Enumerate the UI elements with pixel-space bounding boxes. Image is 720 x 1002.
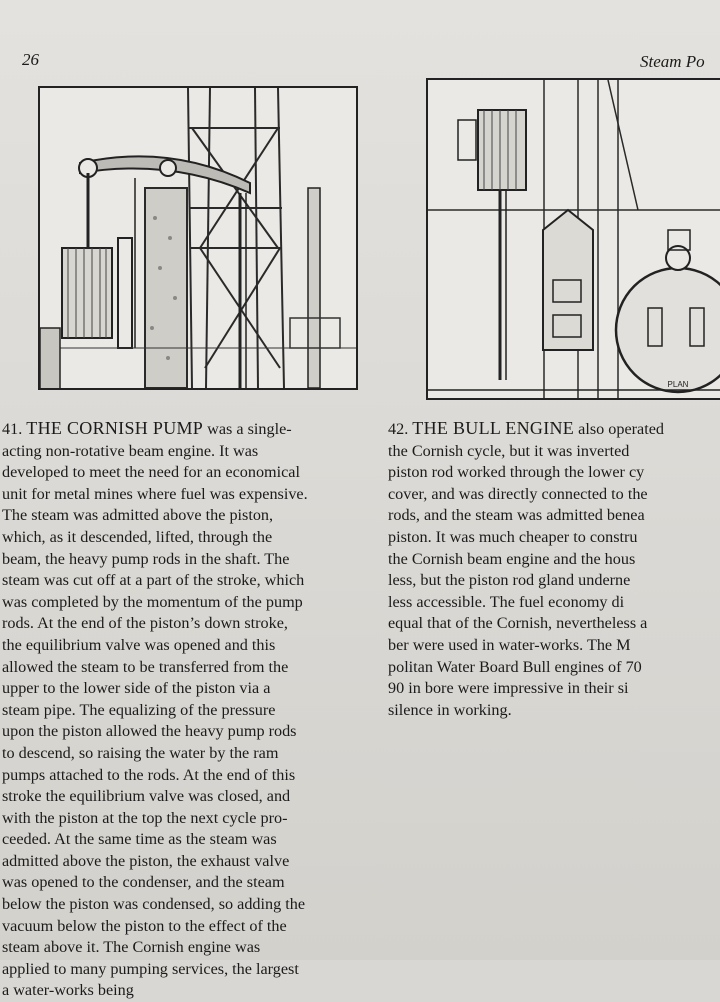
caption-41-line: The steam was admitted above the piston, (2, 506, 274, 525)
caption-41-line: acting non-rotative beam engine. It was (2, 441, 259, 460)
caption-41-line: vacuum below the piston to the effect of the (2, 916, 287, 935)
caption-42-line: the Cornish cycle, but it was inverted (388, 441, 630, 460)
caption-41-line: steam was cut off at a part of the stroke, which (2, 571, 305, 590)
caption-42-line: 90 in bore were impressive in their si (388, 679, 629, 698)
running-head: Steam Po (640, 52, 705, 71)
cornish-pump-illustration (38, 86, 358, 390)
caption-41 (2, 418, 360, 1002)
caption-42-line: piston. It was much cheaper to constru (388, 527, 638, 546)
caption-42-line: equal that of the Cornish, nevertheless a (388, 614, 648, 633)
caption-41-title: THE CORNISH PUMP (26, 418, 204, 438)
caption-41-line: admitted above the piston, the exhaust valve (2, 851, 290, 870)
bull-engine-illustration (426, 78, 720, 400)
caption-41-line: stroke the equilibrium valve was closed, and (2, 787, 291, 806)
caption-41-line: was opened to the condenser, and the steam (2, 873, 285, 892)
caption-41-line: to descend, so raising the water by the ram (2, 743, 279, 762)
caption-41-line: below the piston was condensed, so adding the (2, 895, 306, 914)
caption-41-line: upon the piston allowed the heavy pump rods (2, 722, 297, 741)
cornish-pump-drawing (40, 88, 356, 388)
caption-42-line: rods, and the steam was admitted benea (388, 506, 645, 525)
caption-41-line: applied to many pumping services, the largest (2, 959, 299, 978)
caption-42-number: 42. (388, 420, 409, 438)
caption-41-line: a water-works being (2, 981, 134, 1000)
caption-41-line: beam, the heavy pump rods in the shaft. The (2, 549, 290, 568)
caption-41-line: steam pipe. The equalizing of the pressure (2, 700, 276, 719)
caption-41-line: pumps attached to the rods. At the end of this (2, 765, 296, 784)
caption-42-line: silence in working. (388, 700, 512, 719)
caption-41-line: which, as it descended, lifted, through the (2, 527, 273, 546)
caption-42 (388, 418, 720, 721)
plan-label: PLAN (667, 380, 689, 389)
caption-41-line: the equilibrium valve was opened and this (2, 635, 276, 654)
caption-42-line: also operated (574, 420, 664, 438)
caption-42-title: THE BULL ENGINE (412, 418, 575, 438)
caption-42-line: the Cornish beam engine and the hous (388, 549, 636, 568)
caption-41-line: ceeded. At the same time as the steam was (2, 830, 277, 849)
caption-42-line: less, but the piston rod gland underne (388, 571, 631, 590)
caption-42-line: politan Water Board Bull engines of 70 (388, 657, 642, 676)
bull-engine-drawing (428, 80, 720, 398)
caption-42-line: piston rod worked through the lower cy (388, 463, 645, 482)
caption-41-heading (2, 418, 360, 441)
caption-42-line: cover, and was directly connected to the (388, 484, 648, 503)
caption-41-line: upper to the lower side of the piston via a (2, 679, 271, 698)
caption-42-line: less accessible. The fuel economy di (388, 592, 625, 611)
caption-42-line: ber were used in water-works. The M (388, 635, 631, 654)
caption-41-line: was completed by the momentum of the pump (2, 592, 303, 611)
caption-41-line: rods. At the end of the piston’s down stroke, (2, 614, 288, 633)
caption-41-number: 41. (2, 420, 23, 438)
caption-41-line: with the piston at the top the next cycle pro- (2, 808, 288, 827)
caption-41-line: allowed the steam to be transferred from the (2, 657, 289, 676)
caption-41-line: developed to meet the need for an economical (2, 463, 300, 482)
caption-42-heading (388, 418, 720, 441)
page-number: 26 (22, 50, 39, 69)
caption-41-line: unit for metal mines where fuel was expensive. (2, 484, 308, 503)
caption-41-line: was a single- (203, 420, 292, 438)
caption-41-line: steam above it. The Cornish engine was (2, 938, 261, 957)
